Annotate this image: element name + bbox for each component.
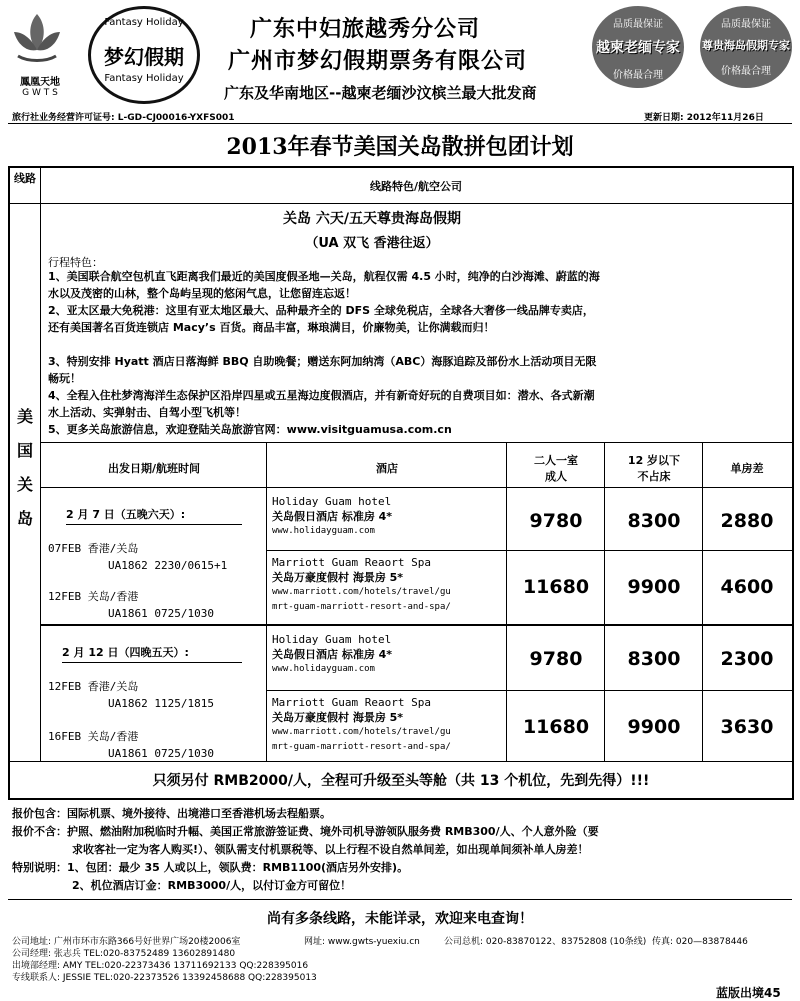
row-divider xyxy=(40,487,792,488)
fantasy-holiday-logo: Fantasy Holiday 梦幻假期 Fantasy Holiday xyxy=(88,6,200,104)
price-single: 2880 xyxy=(720,510,774,532)
price-twin: 11680 xyxy=(522,716,590,738)
route-name: 美国关岛 xyxy=(16,407,33,528)
company-website[interactable]: 网址: www.gwts-yuexiu.cn xyxy=(304,937,420,947)
price-twin: 9780 xyxy=(529,648,583,670)
license-number: 旅行社业务经营许可证号: L-GD-CJ00016-YXFS001 xyxy=(12,113,235,123)
header-banner xyxy=(0,0,800,108)
price-excludes: 报价不含：护照、燃油附加税临时升幅、美国正常旅游签证费、境外司机导游领队服务费 RMB300/人、个人意外险（要 xyxy=(12,825,599,838)
col-twin-header: 二人一室 成人 xyxy=(534,454,578,483)
price-child: 9900 xyxy=(627,716,681,738)
company-address: 公司地址: 广州市环市东路366号好世界广场20楼2006室 xyxy=(12,937,241,947)
price-child: 8300 xyxy=(627,648,681,670)
fax-number: 传真: 020—83878446 xyxy=(652,937,748,947)
price-child: 8300 xyxy=(627,510,681,532)
price-includes: 报价包含：国际机票、境外接待、出境港口至香港机场去程船票。 xyxy=(12,807,331,820)
product-title: 关岛 六天/五天尊贵海岛假期 xyxy=(283,211,461,227)
page-tag: 蓝版出境45 xyxy=(716,986,781,1000)
col-divider xyxy=(604,443,605,761)
price-excludes-cont: 求收客社一定为客人购买!）、领队需支付机票税等、以上行程不设自然单间差，如出现单间须补单人房差！ xyxy=(72,843,589,856)
col-divider xyxy=(266,443,267,761)
col-dates-header: 出发日期/航班时间 xyxy=(107,462,201,475)
special-note: 2、机位酒店订金：RMB3000/人，以付订金方可留位！ xyxy=(72,879,352,892)
manager-contact: 公司经理: 张志兵 TEL:020-83752489 13602891480 xyxy=(12,949,236,959)
flight-info: 07FEB 香港/关岛 UA1862 2230/0615+1 xyxy=(48,542,228,572)
group-divider xyxy=(40,624,792,626)
price-child: 9900 xyxy=(627,576,681,598)
departure-date: 2 月 7 日（五晚六天）: xyxy=(66,508,186,521)
features-heading: 行程特色： xyxy=(48,256,103,269)
page-title: 2013年春节美国关岛散拼包团计划 xyxy=(226,134,574,160)
feature-item: 4、全程入住杜梦湾海洋生态保护区沿岸四星或五星海边度假酒店，并有新奇好玩的自费项目如：潜水、各式新潮水上活动、实弹射击、自驾小型飞机等！ xyxy=(48,389,595,419)
brand-name: 鳳凰天地 G W T S xyxy=(20,77,60,98)
outbound-manager-contact: 出境部经理: AMY TEL:020-22373436 13711692133 QQ:228395016 xyxy=(12,961,309,971)
col-hotel-header: 酒店 xyxy=(376,462,398,475)
row-divider xyxy=(10,203,792,204)
company-name-1: 广东中妇旅越秀分公司 xyxy=(250,16,481,42)
row-divider xyxy=(266,690,792,691)
region-tagline: 广东及华南地区--越柬老缅沙汶槟兰最大批发商 xyxy=(224,84,537,102)
hotel-cell: Marriott Guam Reaort Spa 关岛万豪度假村 海景房 5* www.marriott.com/hotels/travel/gu mrt-guam-marriott-resort-and-spa/ xyxy=(272,556,451,612)
product-subtitle: （UA 双飞 香港往返） xyxy=(305,236,439,251)
hotel-cell: Marriott Guam Reaort Spa 关岛万豪度假村 海景房 5* www.marriott.com/hotels/travel/gu mrt-guam-marriott-resort-and-spa/ xyxy=(272,696,451,752)
price-twin: 9780 xyxy=(529,510,583,532)
date-underline xyxy=(62,662,242,663)
flight-info: 16FEB 关岛/香港 UA1861 0725/1030 xyxy=(48,730,214,760)
footer-divider xyxy=(8,899,792,900)
seal-badge-1: 品质最保证 越柬老缅专家 价格最合理 xyxy=(592,6,684,88)
col-divider xyxy=(702,443,703,761)
departure-date: 2 月 12 日（四晚五天）: xyxy=(62,646,189,659)
col-single-header: 单房差 xyxy=(730,462,764,475)
col-route-header: 线路 xyxy=(14,172,36,185)
seal-badge-2: 品质最保证 尊贵海岛假期专家 价格最合理 xyxy=(700,6,792,88)
feature-item: 1、美国联合航空包机直飞距离我们最近的美国度假圣地—关岛，航程仅需 4.5 小时，纯净的白沙海滩、蔚蓝的海水以及茂密的山林，整个岛屿呈现的悠闲气息，让您留连忘返！ xyxy=(48,270,600,300)
date-underline xyxy=(66,524,242,525)
update-date: 更新日期: 2012年11月26日 xyxy=(644,113,764,123)
row-divider xyxy=(40,442,792,443)
col-divider xyxy=(506,443,507,761)
hotel-cell: Holiday Guam hotel 关岛假日酒店 标准房 4* www.holidayguam.com xyxy=(272,633,393,674)
price-single: 3630 xyxy=(720,716,774,738)
col-child-header: 12 岁以下 不占床 xyxy=(627,454,681,483)
feature-item: 3、特别安排 Hyatt 酒店日落海鲜 BBQ 自助晚餐；赠送东阿加纳湾（ABC）海豚追踪及部份水上活动项目无限畅玩！ xyxy=(48,355,597,385)
flight-info: 12FEB 关岛/香港 UA1861 0725/1030 xyxy=(48,590,214,620)
feature-item: 2、亚太区最大免税港：这里有亚太地区最大、品种最齐全的 DFS 全球免税店，全球各大奢侈一线品牌专卖店，还有美国著名百货连锁店 Macy’s 百货。商品丰富，琳琅满目，价廉物美，让你满载而归！ xyxy=(48,304,594,334)
hotel-cell: Holiday Guam hotel 关岛假日酒店 标准房 4* www.holidayguam.com xyxy=(272,495,393,536)
price-single: 2300 xyxy=(720,648,774,670)
lotus-logo-icon xyxy=(6,6,68,68)
line-contact: 专线联系人: JESSIE TEL:020-22373526 13392458688 QQ:228395013 xyxy=(12,973,317,983)
hq-phone: 公司总机: 020-83870122、83752808 (10条线) xyxy=(444,937,647,947)
special-note: 特别说明：1、包团：最少 35 人或以上，领队费：RMB1100(酒店另外安排)。 xyxy=(12,861,409,874)
upgrade-note: 只须另付 RMB2000/人，全程可升级至头等舱（共 13 个机位，先到先得）!!! xyxy=(152,773,650,789)
feature-item: 5、更多关岛旅游信息，欢迎登陆关岛旅游官网：www.visitguamusa.com.cn xyxy=(48,423,452,436)
price-twin: 11680 xyxy=(522,576,590,598)
col-divider xyxy=(40,168,41,762)
price-single: 4600 xyxy=(720,576,774,598)
header-divider xyxy=(8,123,792,124)
col-feature-header: 线路特色/航空公司 xyxy=(369,180,463,193)
row-divider xyxy=(10,761,792,762)
more-routes: 尚有多条线路，未能详录，欢迎来电查询！ xyxy=(267,911,533,927)
row-divider xyxy=(266,550,792,551)
company-name-2: 广州市梦幻假期票务有限公司 xyxy=(228,48,528,74)
flight-info: 12FEB 香港/关岛 UA1862 1125/1815 xyxy=(48,680,214,710)
